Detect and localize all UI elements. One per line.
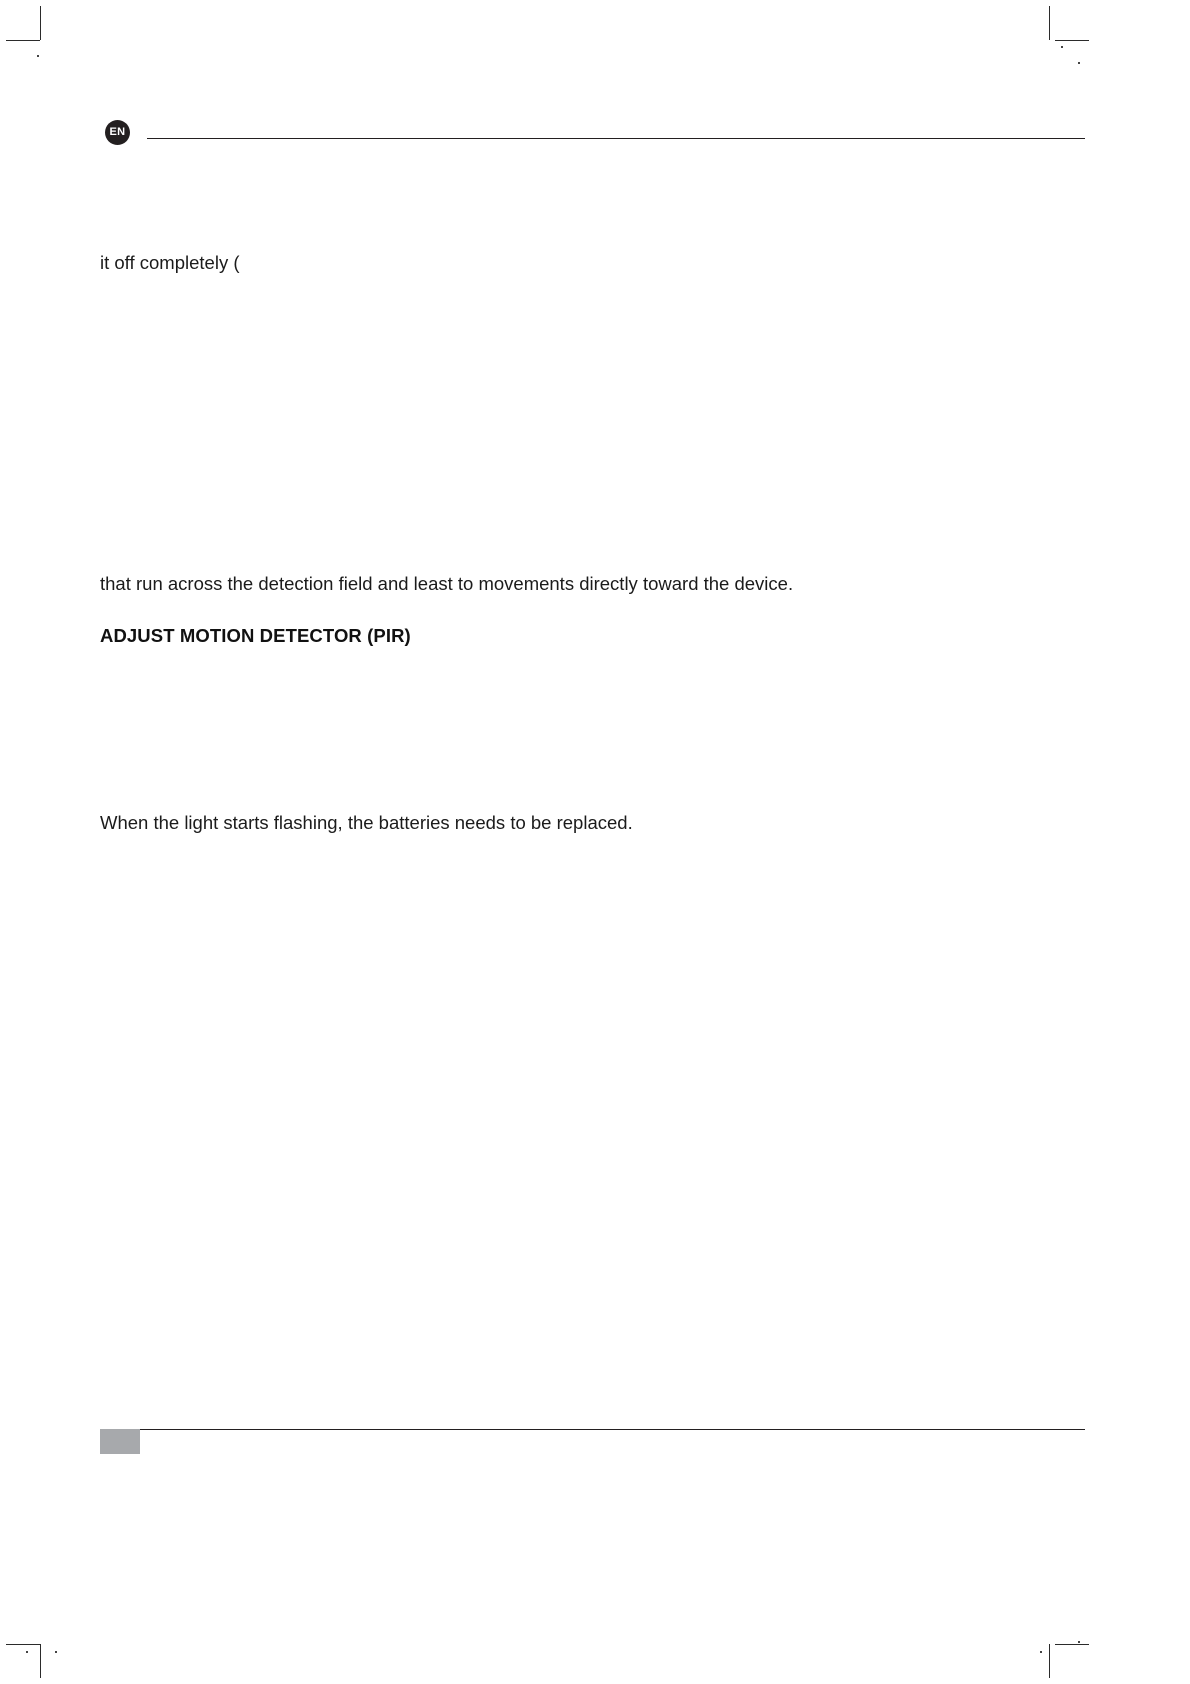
registration-dot-icon	[1061, 46, 1063, 48]
crop-mark-icon	[6, 1644, 40, 1645]
crop-mark-icon	[1049, 6, 1050, 40]
footer-divider	[100, 1429, 1085, 1430]
registration-dot-icon	[1040, 1651, 1042, 1653]
header-divider	[147, 138, 1085, 139]
registration-dot-icon	[55, 1651, 57, 1653]
paragraph-1: it off completely (	[100, 252, 240, 273]
registration-dot-icon	[1078, 62, 1080, 64]
crop-mark-icon	[1055, 1644, 1089, 1645]
crop-mark-icon	[40, 6, 41, 40]
registration-dot-icon	[1078, 1641, 1080, 1643]
paragraph-2: that run across the detection field and least to movements directly toward the device.	[100, 573, 794, 594]
language-badge: EN	[105, 120, 130, 145]
crop-mark-icon	[40, 1644, 41, 1678]
crop-mark-icon	[6, 40, 40, 41]
registration-dot-icon	[37, 55, 39, 57]
page-header	[105, 120, 1085, 148]
section-heading: ADJUST MOTION DETECTOR (PIR)	[100, 625, 411, 646]
crop-mark-icon	[1049, 1644, 1050, 1678]
footer-marker-block	[100, 1429, 140, 1454]
paragraph-3: When the light starts flashing, the batteries needs to be replaced.	[100, 812, 633, 833]
crop-mark-icon	[1055, 40, 1089, 41]
registration-dot-icon	[26, 1651, 28, 1653]
